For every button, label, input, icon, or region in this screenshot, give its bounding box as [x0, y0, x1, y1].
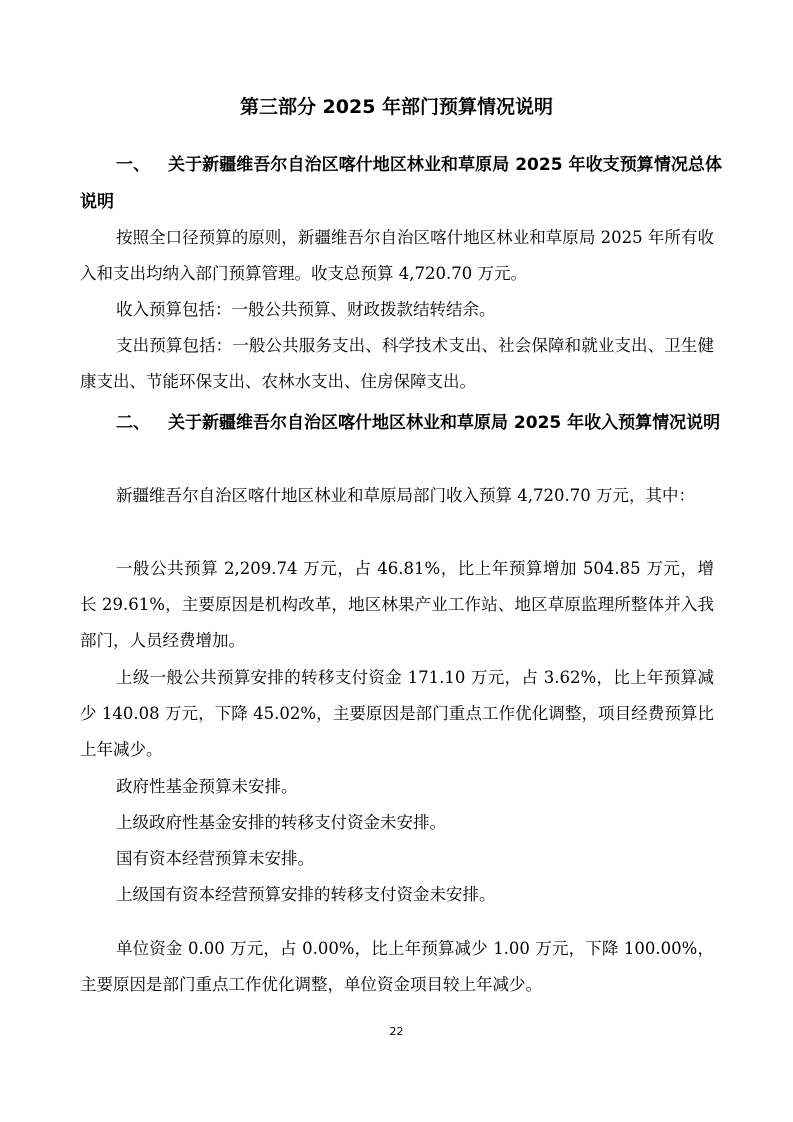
section-1-paragraph-3: 支出预算包括：一般公共服务支出、科学技术支出、社会保障和就业支出、卫生健康支出、节能环保支出、农林水支出、住房保障支出。 — [80, 336, 714, 391]
section-1-paragraph-2: 收入预算包括：一般公共预算、财政拨款结转结余。 — [116, 300, 496, 319]
section-2-paragraph-5: 上级政府性基金安排的转移支付资金未安排。 — [116, 813, 446, 832]
section-1-paragraph-1: 按照全口径预算的原则，新疆维吾尔自治区喀什地区林业和草原局 2025 年所有收入和支出均纳入部门预算管理。收支总预算 4,720.70 万元。 — [80, 228, 714, 283]
section-2-heading-text: 关于新疆维吾尔自治区喀什地区林业和草原局 2025 年收入预算情况说明 — [168, 413, 721, 433]
section-2-paragraph-7: 上级国有资本经营预算安排的转移支付资金未安排。 — [116, 885, 496, 904]
section-2-number: 二、 — [116, 413, 150, 433]
section-2-paragraph-6: 国有资本经营预算未安排。 — [116, 849, 314, 868]
section-1-heading — [80, 147, 722, 221]
section-1-number: 一、 — [116, 155, 150, 175]
section-2-paragraph-4: 政府性基金预算未安排。 — [116, 777, 298, 796]
section-2-paragraph-3: 上级一般公共预算安排的转移支付资金 171.10 万元，占 3.62%，比上年预算减少 140.08 万元，下降 45.02%，主要原因是部门重点工作优化调整，项目经费预算比上年减少。 — [80, 668, 714, 759]
section-2-paragraph-2: 一般公共预算 2,209.74 万元，占 46.81%，比上年预算增加 504.85 万元，增长 29.61%，主要原因是机构改革，地区林果产业工作站、地区草原监理所整体并入我部门，人员经费增加。 — [80, 559, 714, 650]
page-title: 第三部分 2025 年部门预算情况说明 — [239, 96, 554, 118]
page-number: 22 — [389, 1025, 404, 1038]
section-2-paragraph-8: 单位资金 0.00 万元，占 0.00%，比上年预算减少 1.00 万元，下降 100.00%，主要原因是部门重点工作优化调整，单位资金项目较上年减少。 — [80, 939, 714, 994]
section-1-heading-text: 关于新疆维吾尔自治区喀什地区林业和草原局 2025 年收支预算情况总体说明 — [80, 155, 722, 212]
section-2-paragraph-1: 新疆维吾尔自治区喀什地区林业和草原局部门收入预算 4,720.70 万元，其中： — [116, 486, 695, 505]
section-2-heading — [80, 405, 722, 442]
